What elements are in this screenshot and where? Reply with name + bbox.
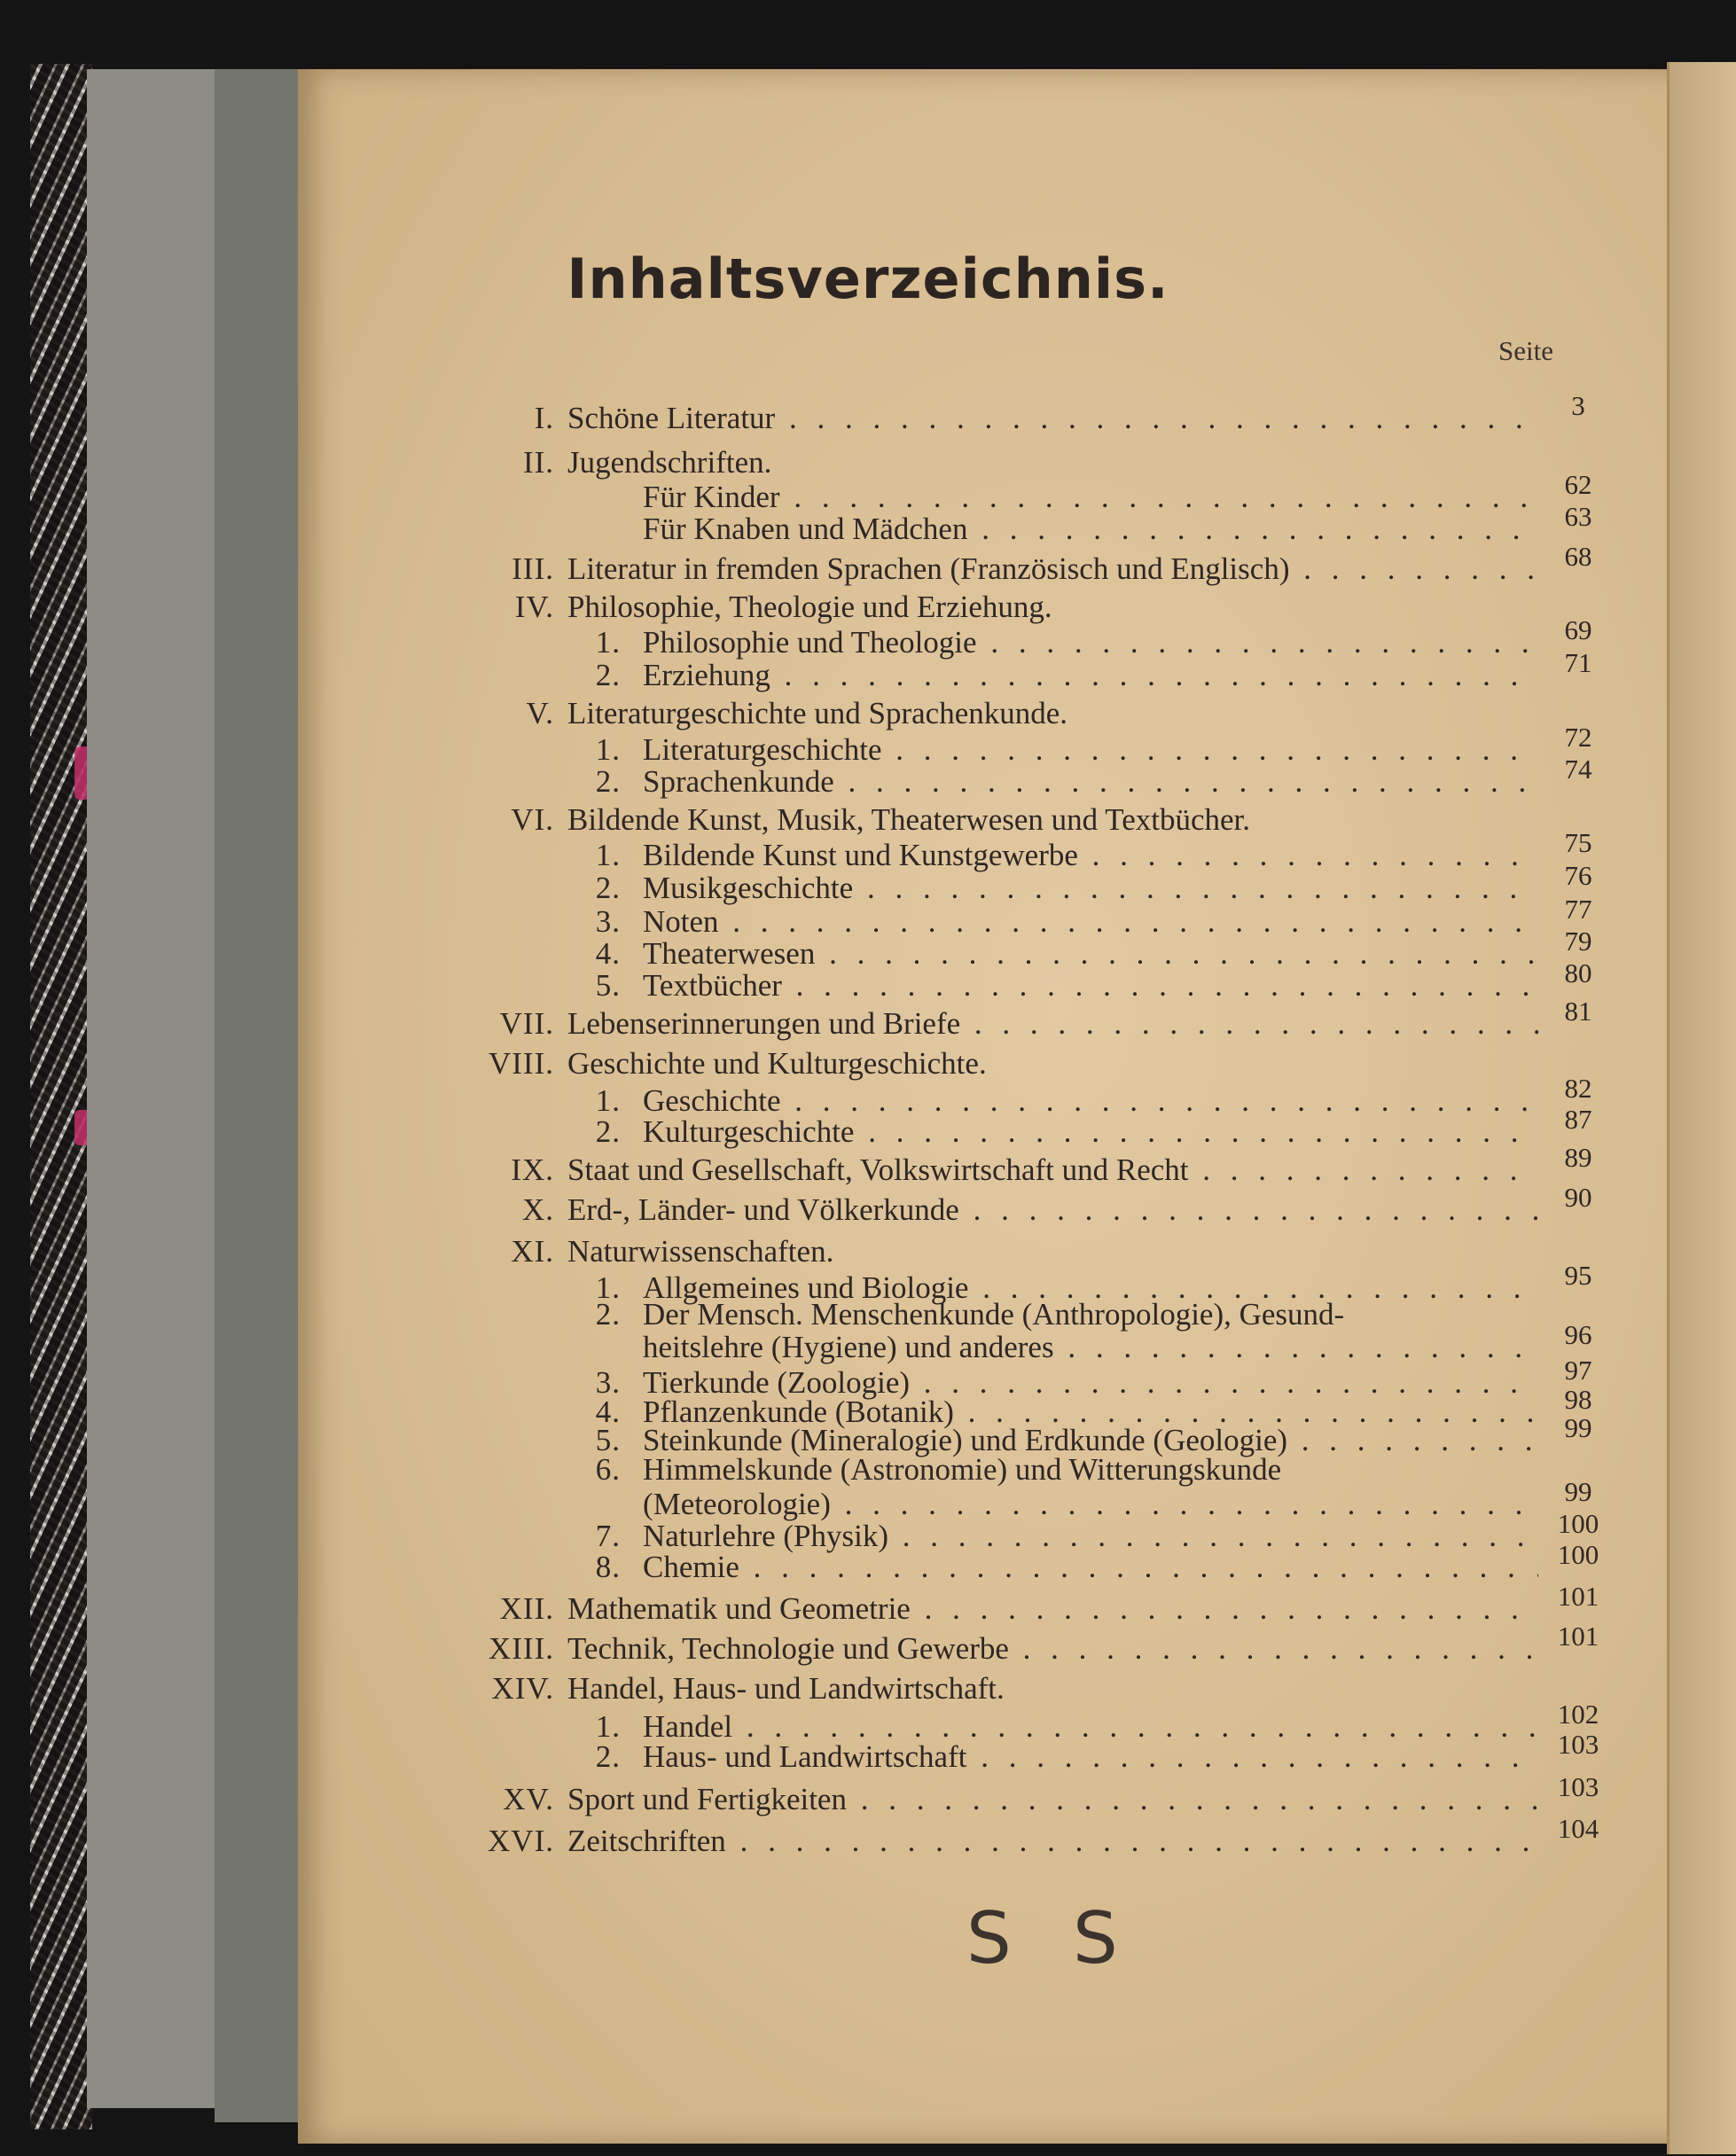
toc-entry-number: III. — [512, 551, 554, 586]
toc-entry-number: 2. — [595, 1297, 621, 1332]
toc-entry-page: 76 — [1564, 860, 1592, 891]
toc-entry-number: 6. — [595, 1452, 621, 1487]
toc-entry-number: XVI. — [488, 1824, 554, 1858]
toc-entry-page: 89 — [1564, 1142, 1592, 1173]
toc-entry-number: 3. — [595, 904, 621, 939]
toc-entry — [0, 590, 1736, 625]
toc-entry-title: Handel, Haus- und Landwirtschaft. — [567, 1671, 1005, 1706]
toc-entry — [0, 1813, 1736, 1859]
toc-entry — [0, 722, 1736, 768]
toc-entry-title: Steinkunde (Mineralogie) und Erdkunde (Geologie) . . . — [643, 1423, 1538, 1458]
toc-entry-number: 3. — [595, 1365, 621, 1400]
toc-entry-page: 75 — [1564, 827, 1592, 858]
toc-entry-number: VIII. — [489, 1046, 554, 1081]
toc-entry-number: II. — [522, 445, 554, 480]
toc-entry-title: Staat und Gesellschaft, Volkswirtschaft und Recht . . . — [567, 1152, 1538, 1188]
toc-entry-title: Sport und Fertigkeiten . . . — [567, 1782, 1538, 1817]
toc-entry-title: Geschichte und Kulturgeschichte. — [567, 1046, 987, 1081]
toc-entry-page: 62 — [1564, 469, 1592, 500]
toc-entry-number: XII. — [499, 1591, 554, 1626]
toc-entry-number: XIV. — [491, 1671, 554, 1706]
toc-entry-title: Allgemeines und Biologie . . . — [643, 1270, 1538, 1306]
toc-entry-number: 2. — [595, 658, 621, 692]
toc-entry — [0, 827, 1736, 873]
toc-entry — [0, 1671, 1736, 1707]
toc-entry-title: Für Kinder . . . — [643, 480, 1538, 515]
toc-entry-number: IX. — [511, 1152, 554, 1187]
toc-entry-page: 95 — [1564, 1260, 1592, 1291]
toc-entry — [0, 1539, 1736, 1585]
toc-entry-title: Schöne Literatur . . . — [567, 401, 1538, 436]
toc-entry — [0, 390, 1736, 436]
toc-entry-page: 103 — [1557, 1729, 1599, 1760]
toc-entry-title: Technik, Technologie und Gewerbe . . . — [567, 1631, 1538, 1667]
toc-entry-title: heitslehre (Hygiene) und anderes . . . — [643, 1330, 1538, 1365]
toc-entry-number: VII. — [499, 1006, 554, 1041]
toc-entry-number: V. — [526, 696, 554, 730]
toc-entry — [0, 754, 1736, 800]
toc-entry — [0, 1476, 1736, 1522]
toc-entry — [0, 1319, 1736, 1365]
toc-entry-page: 63 — [1564, 501, 1592, 532]
toc-entry-title: Mathematik und Geometrie . . . — [567, 1591, 1538, 1627]
toc-entry-page: 87 — [1564, 1104, 1592, 1135]
toc-entry-title: Literaturgeschichte . . . — [643, 732, 1538, 768]
toc-entry-title: Textbücher . . . — [643, 968, 1538, 1004]
toc-entry — [0, 614, 1736, 660]
toc-entry-title: Erziehung . . . — [643, 658, 1538, 693]
toc-entry-title: Für Knaben und Mädchen . . . — [643, 512, 1538, 547]
toc-entry-title: Zeitschriften . . . — [567, 1824, 1538, 1859]
toc-entry-page: 90 — [1564, 1182, 1592, 1213]
toc-entry-number: X. — [521, 1192, 554, 1227]
toc-entry-page: 101 — [1557, 1581, 1599, 1612]
toc-entry-number: 2. — [595, 764, 621, 799]
toc-entry-number: 1. — [595, 1270, 621, 1305]
toc-entry-title: Haus- und Landwirtschaft . . . — [643, 1739, 1538, 1775]
toc-entry-title: Philosophie und Theologie . . . — [643, 625, 1538, 660]
toc-entry — [0, 1297, 1736, 1332]
toc-entry-page: 99 — [1564, 1476, 1592, 1507]
toc-entry-page: 104 — [1557, 1813, 1599, 1844]
toc-entry-title: Literatur in fremden Sprachen (Französisch und Englisch) . . . — [567, 551, 1538, 587]
toc-entry — [0, 860, 1736, 906]
toc-entry-number: I. — [534, 401, 554, 435]
toc-entry — [0, 541, 1736, 587]
toc-entry — [0, 894, 1736, 940]
toc-entry-number: 5. — [595, 968, 621, 1003]
toc-entry — [0, 1142, 1736, 1188]
toc-entry-number: XI. — [511, 1234, 554, 1269]
toc-entry-title: Noten . . . — [643, 904, 1538, 940]
toc-entry-number: 1. — [595, 1083, 621, 1118]
page-title: Inhaltsverzeichnis. — [567, 246, 1169, 311]
toc-entry — [0, 501, 1736, 547]
toc-entry-number: 2. — [595, 871, 621, 905]
toc-entry-title: Kulturgeschichte . . . — [643, 1114, 1538, 1150]
toc-entry-title: Bildende Kunst und Kunstgewerbe . . . — [643, 838, 1538, 873]
toc-entry — [0, 1234, 1736, 1269]
toc-entry-title: (Meteorologie) . . . — [643, 1487, 1538, 1522]
toc-entry-page: 82 — [1564, 1073, 1592, 1104]
toc-entry — [0, 926, 1736, 972]
toc-entry-page: 99 — [1564, 1412, 1592, 1443]
toc-entry-number: 1. — [595, 625, 621, 660]
toc-entry-page: 103 — [1557, 1771, 1599, 1802]
footer-mark: S — [1073, 1897, 1118, 1980]
toc-entry — [0, 1621, 1736, 1667]
toc-entry-page: 97 — [1564, 1355, 1592, 1386]
toc-entry-page: 77 — [1564, 894, 1592, 925]
toc-entry-number: 1. — [595, 838, 621, 872]
toc-entry-page: 80 — [1564, 957, 1592, 988]
toc-entry-title: Handel . . . — [643, 1709, 1538, 1745]
toc-entry-page: 100 — [1557, 1539, 1599, 1570]
toc-entry-title: Bildende Kunst, Musik, Theaterwesen und Textbücher. — [567, 802, 1250, 837]
toc-entry-page: 98 — [1564, 1384, 1592, 1415]
toc-entry-number: 4. — [595, 936, 621, 971]
toc-entry-page: 69 — [1564, 614, 1592, 645]
footer-mark: S — [966, 1897, 1012, 1980]
toc-entry-title: Naturwissenschaften. — [567, 1234, 834, 1269]
toc-entry-number: XIII. — [489, 1631, 554, 1666]
toc-entry-number: 1. — [595, 1709, 621, 1744]
toc-entry-number: 5. — [595, 1423, 621, 1457]
toc-entry-title: Der Mensch. Menschenkunde (Anthropologie), Gesund- — [643, 1297, 1345, 1332]
toc-entry-page: 71 — [1564, 647, 1592, 678]
toc-entry-title: Literaturgeschichte und Sprachenkunde. — [567, 696, 1068, 730]
toc-entry-number: XV. — [503, 1782, 554, 1816]
toc-entry-number: 1. — [595, 732, 621, 767]
toc-entry-title: Theaterwesen . . . — [643, 936, 1538, 972]
toc-entry-title: Sprachenkunde . . . — [643, 764, 1538, 800]
toc-entry-number: IV. — [514, 590, 554, 624]
toc-entry — [0, 1508, 1736, 1554]
toc-entry — [0, 802, 1736, 838]
toc-entry — [0, 1771, 1736, 1817]
toc-entry — [0, 696, 1736, 731]
toc-entry-title: Pflanzenkunde (Botanik) . . . — [643, 1394, 1538, 1430]
toc-entry-page: 81 — [1564, 996, 1592, 1027]
toc-entry-title: Naturlehre (Physik) . . . — [643, 1519, 1538, 1554]
toc-entry-title: Geschichte . . . — [643, 1083, 1538, 1119]
toc-entry-title: Philosophie, Theologie und Erziehung. — [567, 590, 1052, 624]
toc-entry-page: 96 — [1564, 1319, 1592, 1350]
toc-entry-page: 74 — [1564, 754, 1592, 785]
toc-entry-page: 68 — [1564, 541, 1592, 572]
toc-entry-number: 2. — [595, 1739, 621, 1774]
toc-entry-number: 2. — [595, 1114, 621, 1149]
toc-entry — [0, 1073, 1736, 1119]
toc-entry — [0, 1104, 1736, 1150]
toc-entry — [0, 469, 1736, 515]
toc-entry-number: 8. — [595, 1550, 621, 1584]
toc-entry — [0, 1182, 1736, 1228]
toc-entry-number: VI. — [511, 802, 554, 837]
toc-entry-page: 3 — [1571, 390, 1585, 421]
toc-entry-page: 101 — [1557, 1621, 1599, 1652]
toc-entry — [0, 1452, 1736, 1488]
toc-entry-title: Himmelskunde (Astronomie) und Witterungskunde — [643, 1452, 1282, 1487]
toc-entry-page: 79 — [1564, 926, 1592, 957]
toc-entry-title: Jugendschriften. — [567, 445, 772, 480]
toc-entry — [0, 1581, 1736, 1627]
toc-entry — [0, 1046, 1736, 1082]
toc-entry-title: Lebenserinnerungen und Briefe . . . — [567, 1006, 1538, 1042]
toc-entry-page: 100 — [1557, 1508, 1599, 1539]
toc-entry-page: 102 — [1557, 1699, 1599, 1730]
page-column-header: Seite — [1498, 335, 1553, 366]
toc-entry-title: Tierkunde (Zoologie) . . . — [643, 1365, 1538, 1401]
toc-entry — [0, 445, 1736, 480]
toc-entry-title: Musikgeschichte . . . — [643, 871, 1538, 906]
toc-entry — [0, 996, 1736, 1042]
toc-entry-title: Erd-, Länder- und Völkerkunde . . . — [567, 1192, 1538, 1228]
toc-entry-title: Chemie . . . — [643, 1550, 1538, 1585]
toc-entry — [0, 957, 1736, 1004]
toc-entry — [0, 1729, 1736, 1775]
toc-entry-number: 4. — [595, 1394, 621, 1429]
toc-entry-number: 7. — [595, 1519, 621, 1553]
toc-entry — [0, 647, 1736, 693]
toc-entry-page: 72 — [1564, 722, 1592, 753]
